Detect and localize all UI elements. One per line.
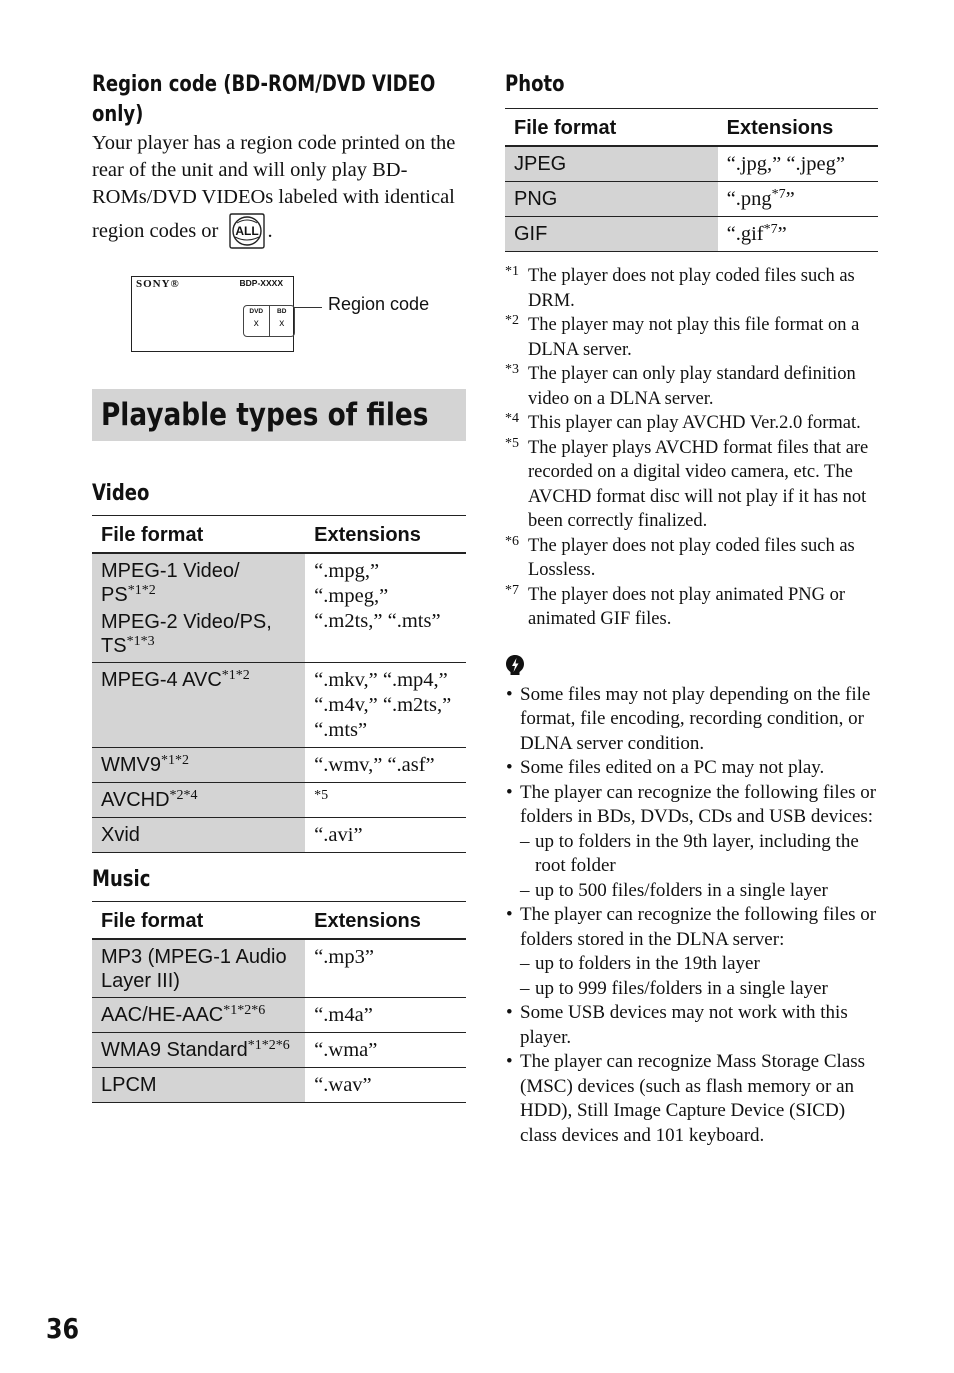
note-sub-text: up to 999 files/folders in a single layer (535, 977, 828, 999)
extensions-text: “.gif (726, 223, 764, 245)
table-row (92, 663, 466, 748)
file-format-name (101, 559, 297, 607)
table-row (92, 1033, 466, 1068)
extensions-text: “.jpg,” “.jpeg” (726, 153, 845, 175)
footnote (505, 534, 878, 583)
extensions-column-header: Extensions (305, 516, 466, 554)
extensions-text: “.wav” (314, 1074, 372, 1096)
section-title-banner (92, 389, 466, 441)
extensions-text: “.png (726, 188, 772, 210)
file-format-cell (92, 818, 305, 853)
note-sub-item (520, 977, 878, 1002)
footnote-mark: *1 (505, 264, 519, 279)
footnote-ref: *5 (314, 788, 329, 803)
file-format-name (101, 945, 297, 993)
brand-logo: SONY® (136, 278, 180, 290)
dash-icon: – (520, 977, 530, 999)
music-format-table (92, 901, 466, 1103)
extensions-cell (305, 939, 466, 998)
extensions-cell (305, 1068, 466, 1103)
file-format-cell (92, 783, 305, 818)
footnote (505, 436, 878, 534)
footnote-ref: *1*2*6 (247, 1038, 290, 1053)
extensions-column-header: Extensions (718, 109, 878, 147)
table-row (505, 217, 878, 252)
table-row (505, 182, 878, 217)
file-format-text: MP3 (MPEG-1 Audio Layer III) (101, 946, 287, 992)
file-format-text: LPCM (101, 1074, 157, 1096)
hint-icon (505, 654, 525, 676)
extensions-text: “.mp3” (314, 946, 374, 968)
extensions-text: “.m4a” (314, 1004, 373, 1026)
extensions-text: “.wmv,” “.asf” (314, 754, 435, 776)
note-text: Some files edited on a PC may not play. (520, 757, 825, 778)
extensions-cell (305, 663, 466, 748)
extensions-cell (305, 1033, 466, 1068)
file-format-text: WMV9 (101, 754, 161, 776)
table-row (92, 553, 466, 663)
file-format-text: GIF (514, 223, 548, 245)
note-item (505, 1050, 878, 1148)
file-format-text: AVCHD (101, 789, 170, 811)
footnote-text: The player can only play standard definition video on a DLNA server. (528, 364, 856, 409)
footnote (505, 264, 878, 313)
footnote-text: The player does not play animated PNG or animated GIF files. (528, 584, 845, 629)
file-format-cell (92, 939, 305, 998)
table-row (505, 146, 878, 182)
note-sub-item (520, 879, 878, 904)
notes-list (505, 683, 878, 1149)
footnote-ref: *1*3 (126, 634, 155, 649)
photo-format-table (505, 108, 878, 252)
bullet-icon: • (506, 781, 513, 803)
file-format-cell (92, 553, 305, 663)
footnote-text: The player plays AVCHD format files that are recorded on a digital video camera, etc. The AVCHD format disc will not play if it has not been correctly finalized. (528, 437, 869, 531)
left-column (92, 70, 466, 1103)
footnotes (505, 264, 878, 632)
file-format-name (101, 1073, 297, 1097)
footnote-mark: *3 (505, 362, 519, 377)
file-format-cell (505, 182, 718, 217)
file-format-text: MPEG-1 Video/ PS (101, 560, 240, 606)
file-format-cell (92, 1068, 305, 1103)
note-sub-text: up to folders in the 19th layer (535, 953, 760, 974)
file-format-name (101, 610, 297, 658)
player-rear-panel (131, 276, 294, 352)
video-format-table (92, 515, 466, 853)
extensions-text: “.mkv,” “.mp4,” “.m4v,” “.m2ts,” “.mts” (314, 669, 452, 741)
file-format-text: WMA9 Standard (101, 1039, 248, 1061)
table-row (92, 998, 466, 1033)
footnote-mark: *5 (505, 435, 519, 451)
footnote-mark: *7 (505, 582, 519, 598)
extensions-cell (305, 553, 466, 663)
dvd-region-label: DVD (249, 308, 264, 315)
file-format-name (101, 668, 297, 692)
bd-region-label: BD (277, 308, 287, 315)
extensions-text: “.avi” (314, 824, 363, 846)
extensions-cell (718, 217, 878, 252)
region-code-body: Your player has a region code printed on the rear of the unit and will only play BD-ROMs/DVD VIDEOs labeled with identical region codes or (92, 132, 456, 242)
music-heading: Music (92, 867, 151, 892)
note-sub-text: up to folders in the 9th layer, including the root folder (535, 830, 859, 876)
region-code-callout: Region code (328, 294, 430, 314)
note-item (505, 1001, 878, 1050)
format-column-header: File format (92, 516, 305, 554)
note-sub-item (520, 952, 878, 977)
bullet-icon: • (506, 904, 513, 925)
footnote (505, 313, 878, 362)
footnote-text: This player can play AVCHD Ver.2.0 format. (528, 413, 861, 433)
note-item (505, 756, 878, 781)
file-format-name (101, 753, 297, 777)
note-text: Some files may not play depending on the file format, file encoding, recording condition, or DLNA server condition. (520, 683, 871, 754)
file-format-cell (505, 146, 718, 182)
file-format-name (101, 1038, 297, 1062)
file-format-cell (92, 663, 305, 748)
file-format-name (514, 222, 710, 246)
footnote-mark: *4 (505, 411, 519, 426)
note-item (505, 903, 878, 1001)
section-title: Playable types of files (101, 397, 429, 433)
dash-icon: – (520, 830, 530, 852)
region-code-label (243, 305, 295, 337)
page-number: 36 (46, 1312, 80, 1345)
file-format-text: AAC/HE-AAC (101, 1004, 224, 1026)
extensions-text: “.wma” (314, 1039, 378, 1061)
file-format-name (101, 823, 297, 847)
file-format-cell (92, 998, 305, 1033)
all-region-icon (228, 211, 266, 249)
footnote-mark: *6 (505, 533, 519, 549)
file-format-text: MPEG-4 AVC (101, 669, 222, 691)
table-row (92, 1068, 466, 1103)
extensions-column-header: Extensions (305, 902, 466, 940)
footnote-text: The player may not play this file format on a DLNA server. (528, 315, 860, 360)
file-format-name (514, 187, 710, 211)
bullet-icon: • (506, 683, 513, 705)
footnote-mark: *2 (505, 313, 519, 328)
footnote (505, 362, 878, 411)
footnote-ref: *2*4 (169, 788, 198, 803)
extensions-text-tail: ” (777, 223, 787, 245)
region-code-heading-line1: Region code (BD-ROM/DVD VIDEO (92, 72, 436, 97)
all-region-icon-text: ALL (234, 224, 259, 238)
format-column-header: File format (92, 902, 305, 940)
file-format-name (101, 788, 297, 812)
footnote (505, 411, 878, 436)
file-format-cell (505, 217, 718, 252)
region-code-diagram (92, 263, 466, 381)
dash-icon: – (520, 879, 530, 901)
table-row (92, 783, 466, 818)
region-code-heading (92, 70, 436, 130)
bullet-icon: • (506, 1051, 513, 1072)
note-text: The player can recognize the following files or folders in BDs, DVDs, CDs and USB devices: (520, 781, 877, 827)
footnote-ref: *1*2 (221, 668, 250, 683)
right-column (505, 70, 878, 1148)
extensions-cell (718, 146, 878, 182)
note-text: Some USB devices may not work with this player. (520, 1002, 848, 1048)
extensions-text-tail: ” (785, 188, 795, 210)
file-format-name (101, 1003, 297, 1027)
extensions-cell (305, 818, 466, 853)
table-row (92, 748, 466, 783)
model-number: BDP-XXXX (239, 278, 283, 288)
file-format-text: Xvid (101, 824, 140, 846)
footnote-ref: *7 (771, 187, 786, 202)
callout-line (294, 307, 322, 308)
table-row (92, 939, 466, 998)
footnote-text: The player does not play coded files such as Lossless. (528, 535, 855, 580)
extensions-cell (718, 182, 878, 217)
video-heading: Video (92, 481, 150, 506)
region-code-body-end: . (267, 220, 273, 242)
note-item (505, 781, 878, 904)
extensions-text: “.mpg,” “.mpeg,” “.m2ts,” “.mts” (314, 560, 441, 632)
extensions-cell (305, 748, 466, 783)
footnote (505, 583, 878, 632)
bd-region-cell (269, 306, 295, 336)
dvd-region-value: x (253, 318, 259, 329)
dash-icon: – (520, 953, 530, 974)
table-row (92, 818, 466, 853)
file-format-text: JPEG (514, 153, 567, 175)
footnote-ref: *7 (763, 222, 778, 237)
region-code-heading-line2: only) (92, 102, 144, 127)
note-text: The player can recognize the following files or folders stored in the DLNA server: (520, 904, 877, 950)
format-column-header: File format (505, 109, 718, 147)
bullet-icon: • (506, 757, 513, 778)
note-text: The player can recognize Mass Storage Class (MSC) devices (such as flash memory or an HDD), Still Image Capture Device (SICD) class devices and 101 keyboard. (520, 1051, 866, 1146)
note-sub-text: up to 500 files/folders in a single layer (535, 879, 828, 901)
note-item (505, 683, 878, 757)
extensions-cell (305, 783, 466, 818)
bd-region-value: x (279, 318, 285, 329)
dvd-region-cell (244, 306, 269, 336)
bullet-icon: • (506, 1002, 513, 1023)
file-format-text: MPEG-2 Video/PS, TS (101, 611, 272, 657)
footnote-ref: *1*2 (161, 753, 189, 768)
footnote-text: The player does not play coded files such as DRM. (528, 266, 855, 311)
region-code-text (92, 130, 466, 249)
note-sub-item (520, 830, 878, 879)
file-format-cell (92, 748, 305, 783)
photo-heading: Photo (505, 72, 565, 97)
footnote-ref: *1*2*6 (223, 1003, 266, 1018)
file-format-name (514, 152, 710, 176)
footnote-ref: *1*2 (127, 583, 156, 598)
file-format-cell (92, 1033, 305, 1068)
file-format-text: PNG (514, 188, 558, 210)
extensions-cell (305, 998, 466, 1033)
